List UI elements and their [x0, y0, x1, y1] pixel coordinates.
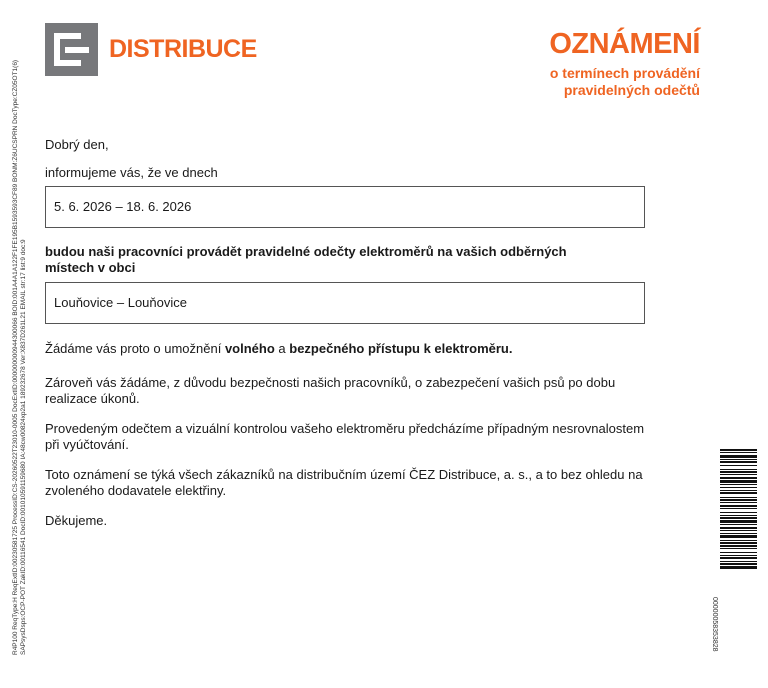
notice-subtitle-line2: pravidelných odečtů [563, 82, 700, 98]
notice-heading [549, 30, 700, 99]
cez-logo-icon [45, 23, 98, 76]
notice-subtitle-line1: o termínech provádění [549, 65, 700, 81]
access-request-middle: a [274, 341, 290, 356]
access-request-bold1: volného [224, 341, 275, 356]
barcode-number: 00000058353828 [711, 597, 718, 652]
date-range-box [45, 186, 645, 228]
document-side-code: R4P100 ReqType:H ReqExtID:00230581725 ProcessID:CS-20260522T23010-0005 DocExtID:000000000944300066 BOID:001A4A1A122F1FE195B1593593CF89 BONM:Z6UCSPRN DocType:CZ05OT1(6) SAPsysDsps:OCP-POT ZakID:00116541 DocID:001010591159680 IA:48cw00824xp2a1 189232678 Ver:X837D261L21 EMAIL str:17 list:9 doc:9 [12, 59, 27, 655]
municipality: Louňovice – Louňovice [54, 295, 187, 310]
date-range: 5. 6. 2026 – 18. 6. 2026 [54, 199, 192, 214]
billing-notice: Provedeným odečtem a vizuální kontrolou vašeho elektroměru předcházíme případným nesrovnalostem při vyúčtování. [45, 421, 645, 452]
thanks: Děkujeme. [45, 513, 108, 528]
cez-distribuce-logo [45, 23, 257, 76]
barcode [720, 449, 757, 666]
notice-subtitle [549, 65, 700, 99]
logo-text: DISTRIBUCE [109, 35, 257, 63]
access-request-bold2: bezpečného přístupu k elektroměru. [289, 341, 513, 356]
access-request-prefix: Žádáme vás proto o umožnění [45, 341, 225, 356]
letter-body [45, 137, 645, 529]
dogs-notice: Zároveň vás žádáme, z důvodu bezpečnosti našich pracovníků, o zabezpečení vašich psů po dobu realizace úkonů. [45, 375, 616, 406]
notice-title: OZNÁMENÍ [549, 28, 700, 60]
workers-text: budou naši pracovníci provádět pravidelné odečty elektroměrů na vašich odběrných místech v obci [45, 244, 567, 275]
scope-notice: Toto oznámení se týká všech zákazníků na distribučním území ČEZ Distribuce, a. s., a to bez ohledu na zvoleného dodavatele elektřiny. [45, 467, 643, 498]
greeting: Dobrý den, [45, 137, 109, 152]
intro-text: informujeme vás, že ve dnech [45, 165, 218, 180]
access-request [45, 341, 645, 357]
municipality-box [45, 282, 645, 324]
